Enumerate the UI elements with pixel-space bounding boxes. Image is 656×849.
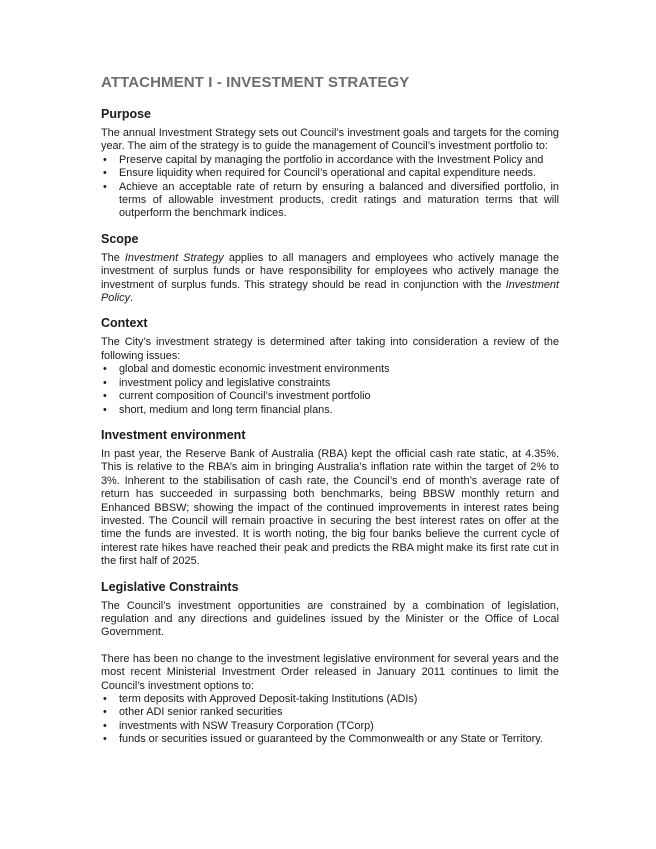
legislative-para-2: There has been no change to the investment legislative environment for several years and the most recent Ministerial Investment Order released in January 2011 continues to limit the Council’s investment options to:: [101, 652, 559, 692]
context-list: [101, 363, 559, 417]
scope-text: The: [101, 251, 125, 264]
list-item: • term deposits with Approved Deposit-taking Institutions (ADIs): [101, 693, 559, 706]
scope-heading: Scope: [101, 231, 139, 246]
list-item: • Ensure liquidity when required for Council’s operational and capital expenditure needs.: [101, 167, 559, 180]
list-item: • short, medium and long term financial plans.: [101, 404, 559, 417]
list-item: • investment policy and legislative constraints: [101, 377, 559, 390]
legislative-heading: Legislative Constraints: [101, 579, 239, 594]
scope-body: [101, 252, 559, 306]
list-item: • investments with NSW Treasury Corporation (TCorp): [101, 720, 559, 733]
environment-section: [101, 428, 559, 569]
scope-italic-policy: Investment Policy: [101, 278, 559, 305]
list-item: • Achieve an acceptable rate of return by ensuring a balanced and diversified portfolio, in terms of allowable investment products, credit ratings and maturation terms that will outperform the benchmark indices.: [101, 181, 559, 221]
list-item: • other ADI senior ranked securities: [101, 706, 559, 719]
environment-body: In past year, the Reserve Bank of Australia (RBA) kept the official cash rate static, at 4.35%. This is relative to the RBA’s aim in bringing Australia’s inflation rate within the target of 2% to 3%. Inherent to the stabilisation of cash rate, the Council’s end of month’s average rate of return has succeeded in surpassing both benchmarks, being BBSW monthly return and Enhanced BBSW; showing the impact of the continued improvements in interest rates being invested. The Council will remain proactive in securing the best interest rates on offer at the time the funds are invested. It is worth noting, the big four banks believe the current cycle of interest rate hikes have reached their peak and predicts the RBA might make its first rate cut in the first half of 2025.: [101, 447, 559, 568]
list-item: • global and domestic economic investment environments: [101, 363, 559, 376]
scope-section: [101, 232, 559, 306]
purpose-heading: Purpose: [101, 107, 152, 121]
scope-italic-strategy: Investment Strategy: [124, 251, 224, 264]
scope-text: applies to all managers and employees who actively manage the investment of surplus funds or have responsibility for employees who actively manage the investment of surplus funds. This strategy should be read in conjunction with the: [101, 251, 559, 291]
legislative-list: [101, 693, 559, 747]
list-item: • Preserve capital by managing the portfolio in accordance with the Investment Policy and: [101, 154, 559, 167]
environment-heading: Investment environment: [101, 427, 246, 442]
purpose-intro: The annual Investment Strategy sets out Council’s investment goals and targets for the coming year. The aim of the strategy is to guide the management of Council’s investment portfolio to:: [101, 127, 559, 153]
purpose-section: [101, 107, 559, 221]
context-heading: Context: [101, 316, 148, 331]
list-item: • current composition of Council’s investment portfolio: [101, 390, 559, 403]
context-section: [101, 316, 559, 416]
paragraph-gap: [101, 640, 559, 653]
legislative-para-1: The Council’s investment opportunities are constrained by a combination of legislation, regulation and any directions and guidelines issued by the Minister or the Office of Local Government.: [101, 599, 559, 639]
context-intro: The City’s investment strategy is determined after taking into consideration a review of the following issues:: [101, 336, 559, 362]
list-item: • funds or securities issued or guaranteed by the Commonwealth or any State or Territory.: [101, 733, 559, 746]
page-title: ATTACHMENT I - INVESTMENT STRATEGY: [101, 74, 410, 91]
legislative-section: [101, 580, 559, 747]
scope-text: .: [130, 292, 134, 305]
purpose-list: [101, 154, 559, 221]
